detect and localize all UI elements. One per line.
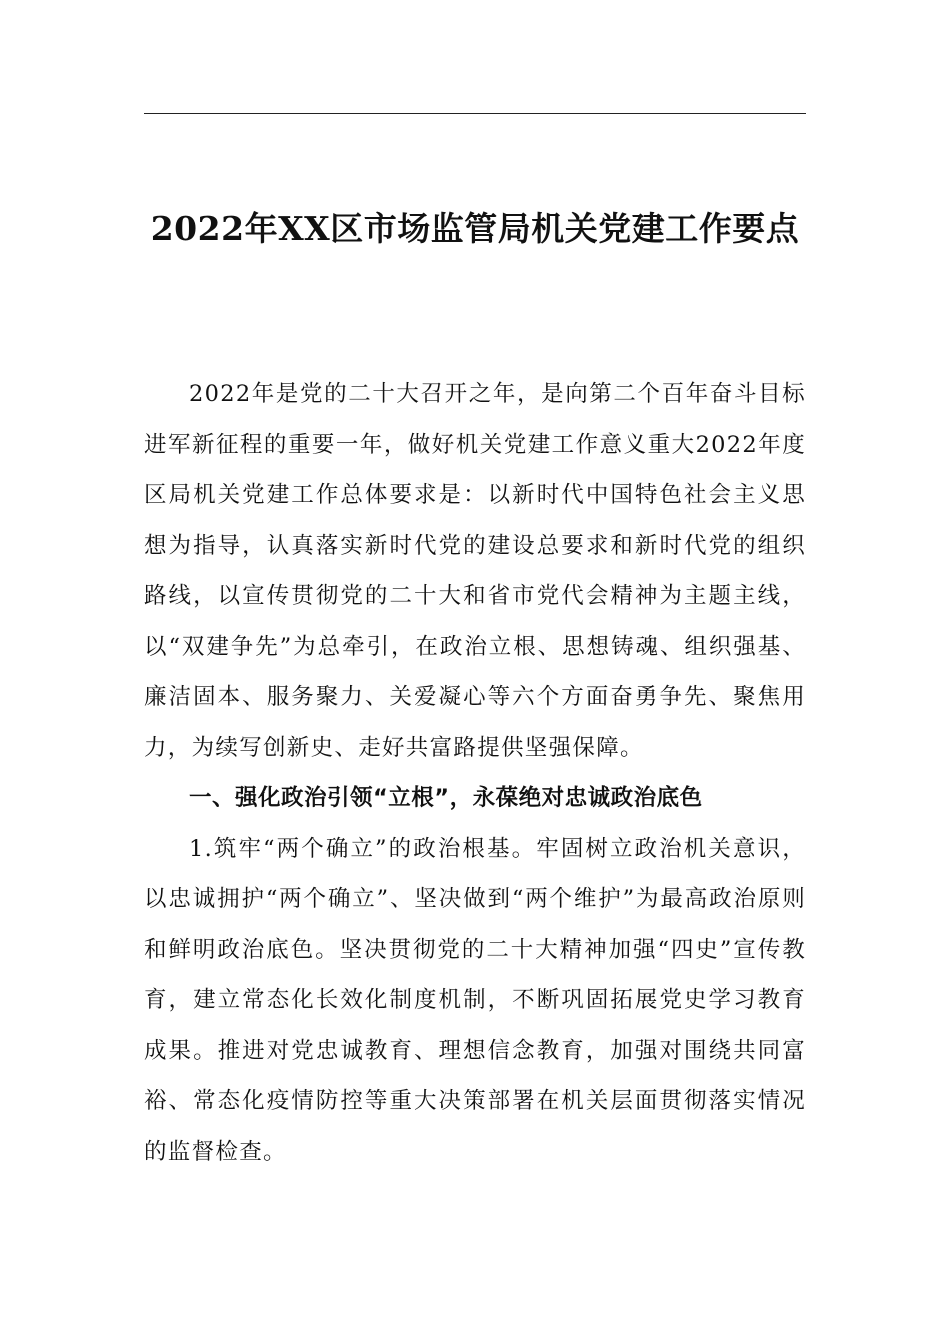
item-paragraph-1: 1.筑牢“两个确立”的政治根基。牢固树立政治机关意识，以忠诚拥护“两个确立”、坚决做到“两个维护”为最高政治原则和鲜明政治底色。坚决贯彻党的二十大精神加强“四史”宣传教育，建立常态化长效化制度机制，不断巩固拓展党史学习教育成果。推进对党忠诚教育、理想信念教育，加强对围绕共同富裕、常态化疫情防控等重大决策部署在机关层面贯彻落实情况的监督检查。 bbox=[144, 835, 806, 1165]
document-title: 2022年XX区市场监管局机关党建工作要点 bbox=[150, 209, 800, 249]
header-rule bbox=[144, 113, 806, 114]
section-heading-1: 一、强化政治引领“立根”，永葆绝对忠诚政治底色 bbox=[189, 785, 703, 811]
intro-paragraph: 2022年是党的二十大召开之年，是向第二个百年奋斗目标进军新征程的重要一年，做好机关党建工作意义重大2022年度区局机关党建工作总体要求是：以新时代中国特色社会主义思想为指导，认真落实新时代党的建设总要求和新时代党的组织路线，以宣传贯彻党的二十大和省市党代会精神为主题主线，以“双建争先”为总牵引，在政治立根、思想铸魂、组织强基、廉洁固本、服务聚力、关爱凝心等六个方面奋勇争先、聚焦用力，为续写创新史、走好共富路提供坚强保障。 bbox=[144, 381, 806, 761]
document-body bbox=[144, 369, 806, 1177]
